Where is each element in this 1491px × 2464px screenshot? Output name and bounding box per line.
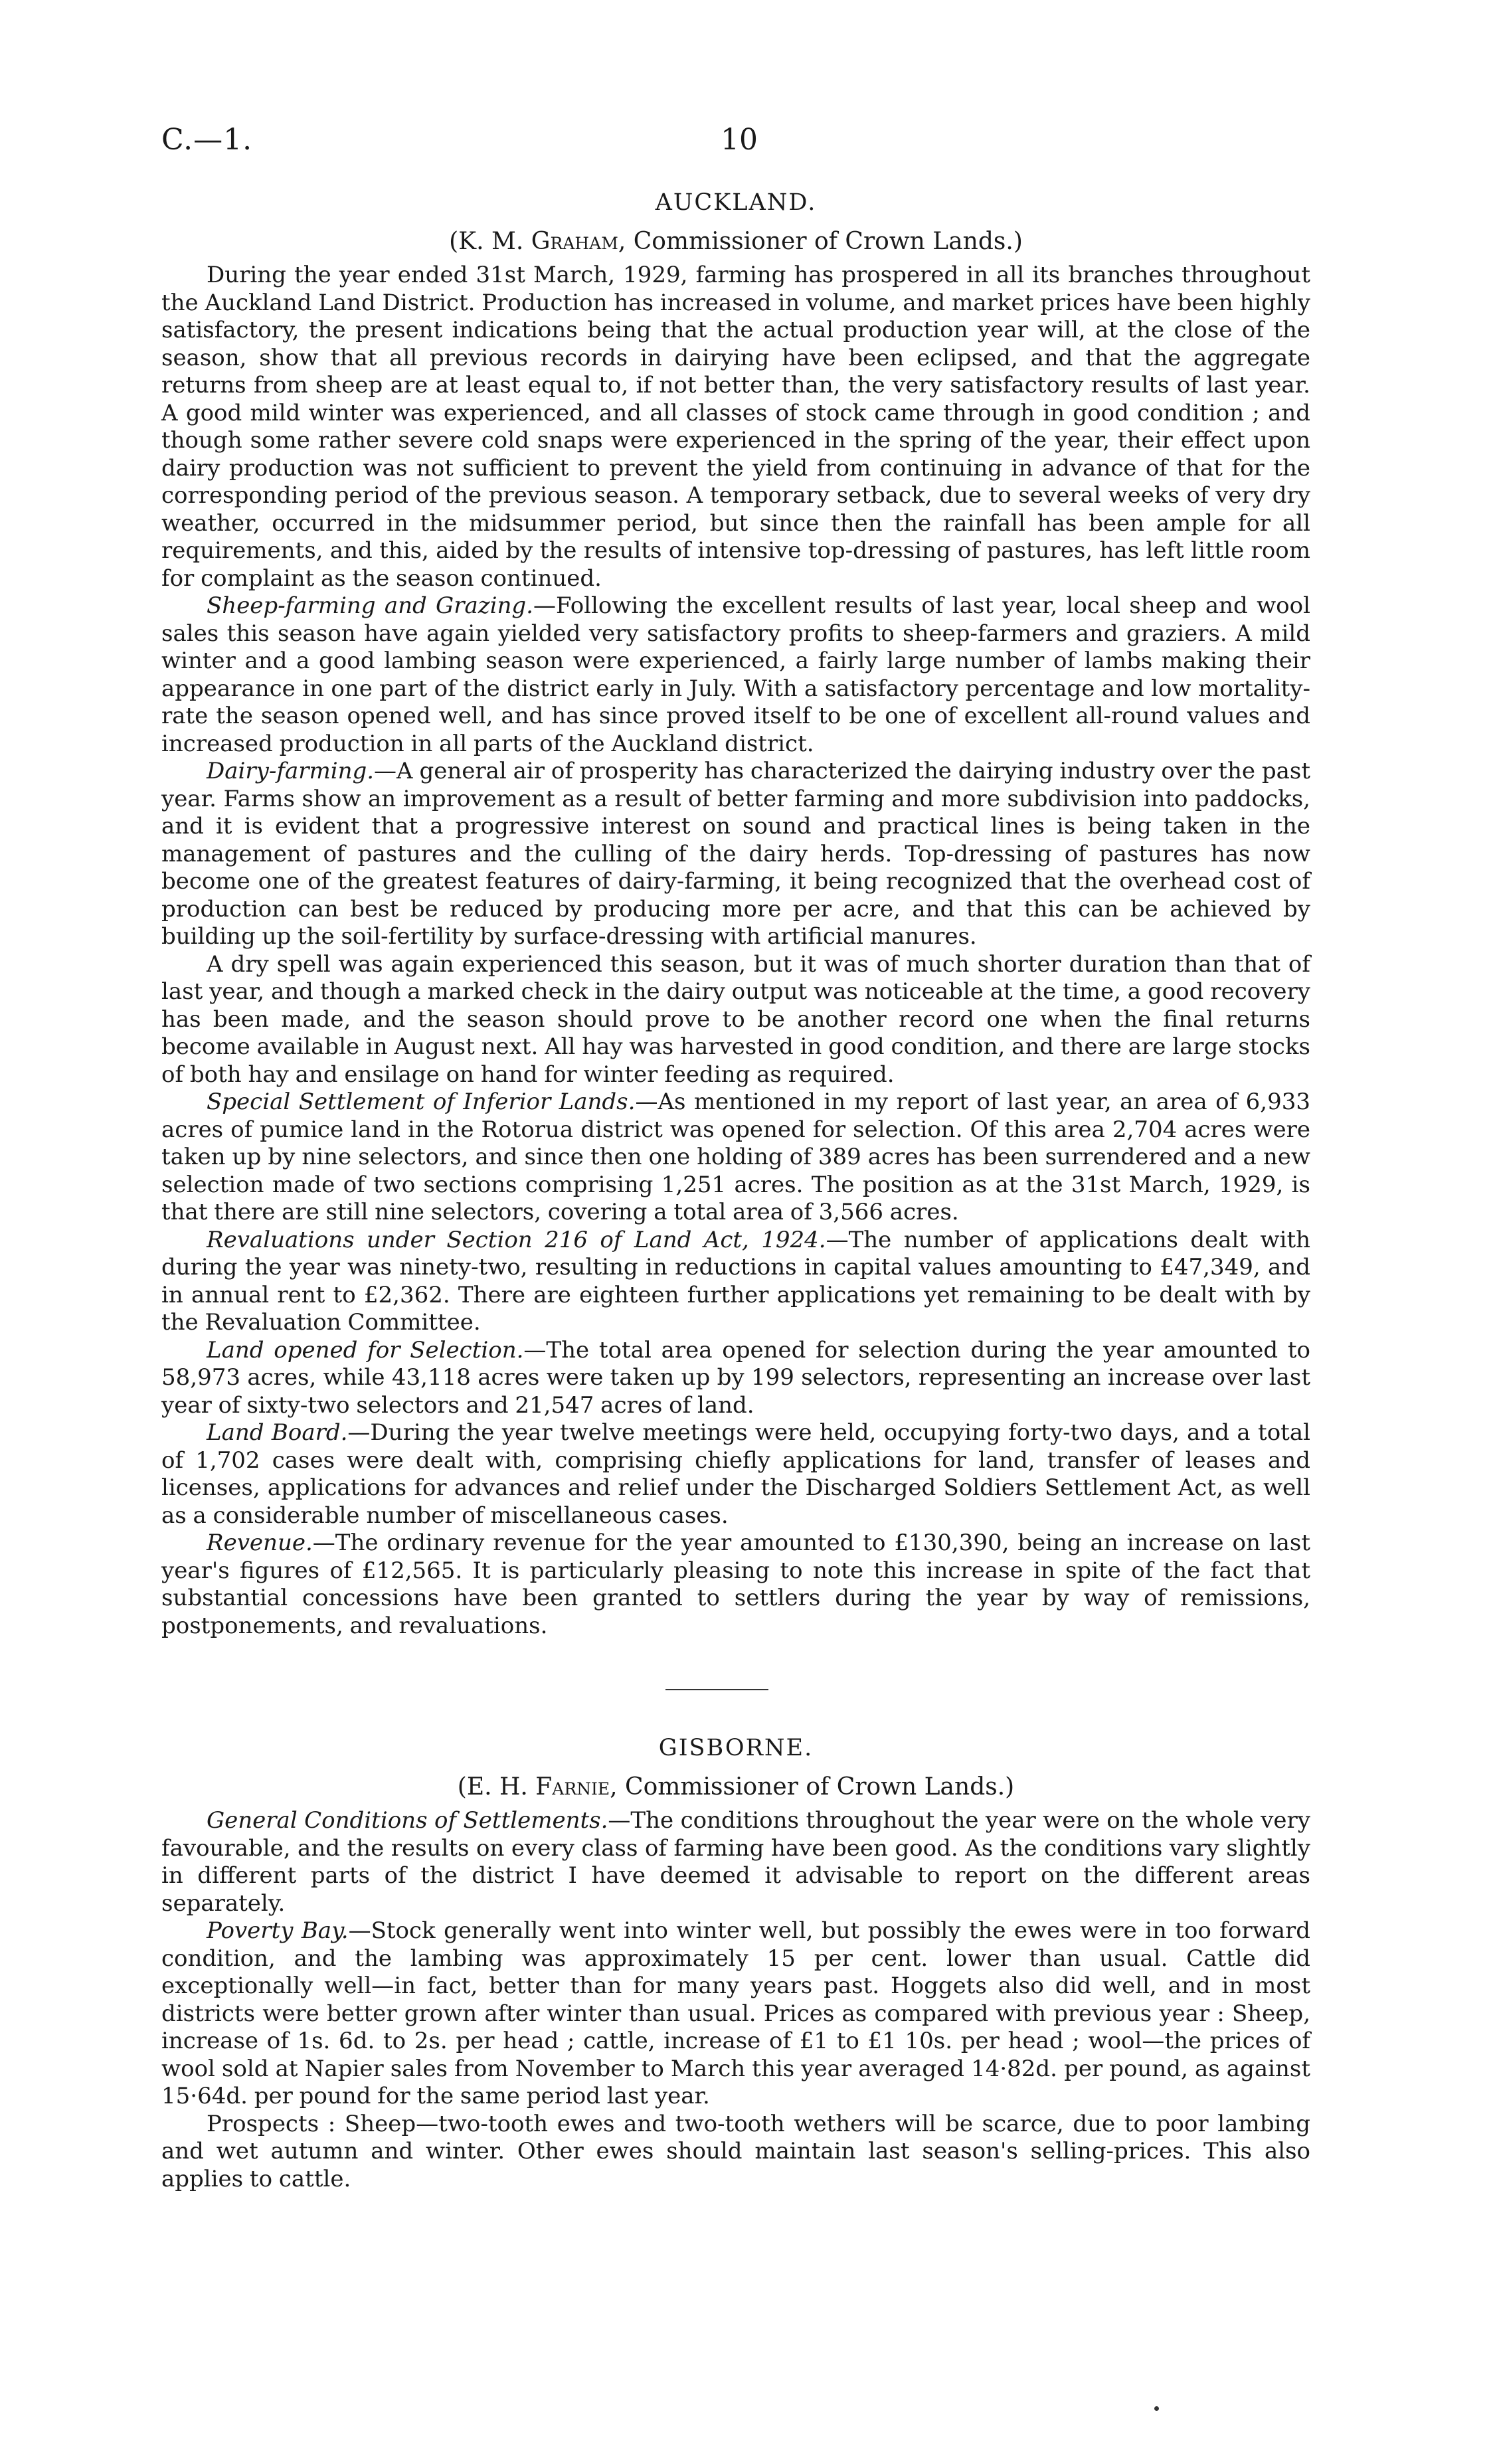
document-reference: C.—1. bbox=[161, 123, 253, 157]
paragraph-sheep-farming bbox=[161, 592, 1310, 758]
commissioner-line-auckland bbox=[161, 228, 1310, 255]
paragraph-revenue bbox=[161, 1530, 1310, 1640]
paragraph-text: —The number of applications dealt with during the year was ninety-two, resulting in reductions in capital values amounting to £47,349, and in annual rent to £2,362. There are eighteen further applications yet remaining to be dealt with by the Revaluation Committee. bbox=[161, 1226, 1311, 1336]
paragraph-text: —During the year twelve meetings were held, occupying forty-two days, and a total of 1,702 cases were dealt with, comprising chiefly applications for land, transfer of leases and licenses, applications for advances and relief under the Discharged Soldiers Settlement Act, as well as a considerable number of miscellaneous cases. bbox=[161, 1419, 1310, 1529]
auckland-section bbox=[161, 189, 1310, 1640]
paragraph-text: —The total area opened for selection during the year amounted to 58,973 acres, while 43,118 acres were taken up by 199 selectors, representing an increase over last year of sixty-two selectors and 21,547 acres of land. bbox=[161, 1336, 1311, 1419]
paragraph-lead: Land opened for Selection. bbox=[207, 1336, 524, 1364]
paragraph-special-settlement bbox=[161, 1089, 1310, 1227]
commissioner-line-gisborne bbox=[161, 1773, 1310, 1801]
page-number: 10 bbox=[721, 123, 758, 157]
section-title-auckland: AUCKLAND. bbox=[655, 189, 817, 216]
paragraph-text: —The ordinary revenue for the year amounted to £130,390, being an increase on last year's figures of £12,565. It is particularly pleasing to note this increase in spite of the fact that substantial concessions have been granted to settlers during the year by way of remissions, postponements, and revaluations. bbox=[161, 1530, 1310, 1639]
paragraph-lead: Sheep-farming and Grazing. bbox=[207, 592, 533, 619]
paragraph-lead: Dairy-farming. bbox=[207, 758, 375, 784]
paragraph-lead: Land Board. bbox=[207, 1419, 348, 1446]
commissioner-name: Farnie bbox=[535, 1773, 610, 1801]
commissioner-suffix: , Commissioner of Crown Lands.) bbox=[610, 1773, 1015, 1801]
paragraph-dairy-farming bbox=[161, 758, 1310, 951]
paragraph-lead: Revenue. bbox=[207, 1530, 313, 1556]
gisborne-section bbox=[161, 1735, 1310, 2193]
section-title-gisborne: GISBORNE. bbox=[658, 1735, 814, 1761]
paragraph-text: —Following the excellent results of last year, local sheep and wool sales this season have again yielded very satisfactory profits to sheep-farmers and graziers. A mild winter and a good lambing season were experienced, a fairly large number of lambs making their appearance in one part of the district early in July. With a satisfactory percentage and low mortality-rate the season opened well, and has since proved itself to be one of excellent all-round values and increased production in all parts of the Auckland district. bbox=[161, 592, 1310, 757]
paragraph-text: Prospects : Sheep—two-tooth ewes and two-tooth wethers will be scarce, due to poor lambing and wet autumn and winter. Other ewes should maintain last season's selling-prices. This also applies to cattle. bbox=[161, 2110, 1310, 2192]
paragraph-prospects bbox=[161, 2111, 1310, 2194]
paragraph-general bbox=[161, 262, 1310, 592]
paragraph-lead: Revaluations under Section 216 of Land Act, 1924. bbox=[207, 1226, 826, 1253]
paragraph-lead: General Conditions of Settlements. bbox=[207, 1807, 608, 1834]
paragraph-poverty-bay bbox=[161, 1917, 1310, 2111]
paragraph-dry-spell bbox=[161, 951, 1310, 1089]
paragraph-land-opened bbox=[161, 1337, 1310, 1420]
section-divider bbox=[665, 1689, 768, 1690]
paragraph-general-conditions bbox=[161, 1807, 1310, 1917]
paragraph-text: —Stock generally went into winter well, but possibly the ewes were in too forward condition, and the lambing was approximately 15 per cent. lower than usual. Cattle did exceptionally well—in fact, better than for many years past. Hoggets also did well, and in most districts were better grown after winter than usual. Prices as compared with previous year : Sheep, increase of 1s. 6d. to 2s. per head ; cattle, increase of £1 to £1 10s. per head ; wool—the prices of wool sold at Napier sales from November to March this year averaged 14·82d. per pound, as against 15·64d. per pound for the same period last year. bbox=[161, 1917, 1310, 2109]
commissioner-prefix: (E. H. bbox=[457, 1773, 536, 1801]
paragraph-lead: Poverty Bay. bbox=[207, 1917, 349, 1944]
paragraph-text: A dry spell was again experienced this season, but it was of much shorter duration than that of last year, and though a marked check in the dairy output was noticeable at the time, a good recovery has been made, and the season should prove to be another record one when the final returns become available in August next. All hay was harvested in good condition, and there are large stocks of both hay and ensilage on hand for winter feeding as required. bbox=[161, 950, 1310, 1088]
commissioner-suffix: , Commissioner of Crown Lands.) bbox=[618, 228, 1023, 255]
paragraph-revaluations bbox=[161, 1227, 1310, 1337]
paragraph-text: —As mentioned in my report of last year, an area of 6,933 acres of pumice land in the Rotorua district was opened for selection. Of this area 2,704 acres were taken up by nine selectors, and since then one holding of 389 acres has been surrendered and a new selection made of two sections comprising 1,251 acres. The position as at the 31st March, 1929, is that there are still nine selectors, covering a total area of 3,566 acres. bbox=[161, 1089, 1310, 1225]
paragraph-text: During the year ended 31st March, 1929, farming has prospered in all its branches throughout the Auckland Land District. Production has increased in volume, and market prices have been highly satisfactory, the present indications being that the actual production year will, at the close of the season, show that all previous records in dairying have been eclipsed, and that the aggregate returns from sheep are at least equal to, if not better than, the very satisfactory results of last year. A good mild winter was experienced, and all classes of stock came through in good condition ; and though some rather severe cold snaps were experienced in the spring of the year, their effect upon dairy production was not sufficient to prevent the yield from continuing in advance of that for the corresponding period of the previous season. A temporary setback, due to several weeks of very dry weather, occurred in the midsummer period, but since then the rainfall has been ample for all requirements, and this, aided by the results of intensive top-dressing of pastures, has left little room for complaint as the season continued. bbox=[161, 262, 1310, 592]
paragraph-land-board bbox=[161, 1419, 1310, 1530]
commissioner-name: Graham bbox=[531, 228, 618, 255]
paragraph-lead: Special Settlement of Inferior Lands. bbox=[207, 1089, 636, 1115]
commissioner-prefix: (K. M. bbox=[449, 228, 531, 255]
stray-mark bbox=[1154, 2406, 1159, 2411]
paragraph-text: —The conditions throughout the year were on the whole very favourable, and the results on every class of farming have been good. As the conditions vary slightly in different parts of the district I have deemed it advisable to report on the different areas separately. bbox=[161, 1807, 1310, 1917]
paragraph-text: —A general air of prosperity has characterized the dairying industry over the past year. Farms show an improvement as a result of better farming and more subdivision into paddocks, and it is evident that a progressive interest on sound and practical lines is being taken in the management of pastures and the culling of the dairy herds. Top-dressing of pastures has now become one of the greatest features of dairy-farming, it being recognized that the overhead cost of production can best be reduced by producing more per acre, and that this can be achieved by building up the soil-fertility by surface-dressing with artificial manures. bbox=[161, 758, 1310, 950]
